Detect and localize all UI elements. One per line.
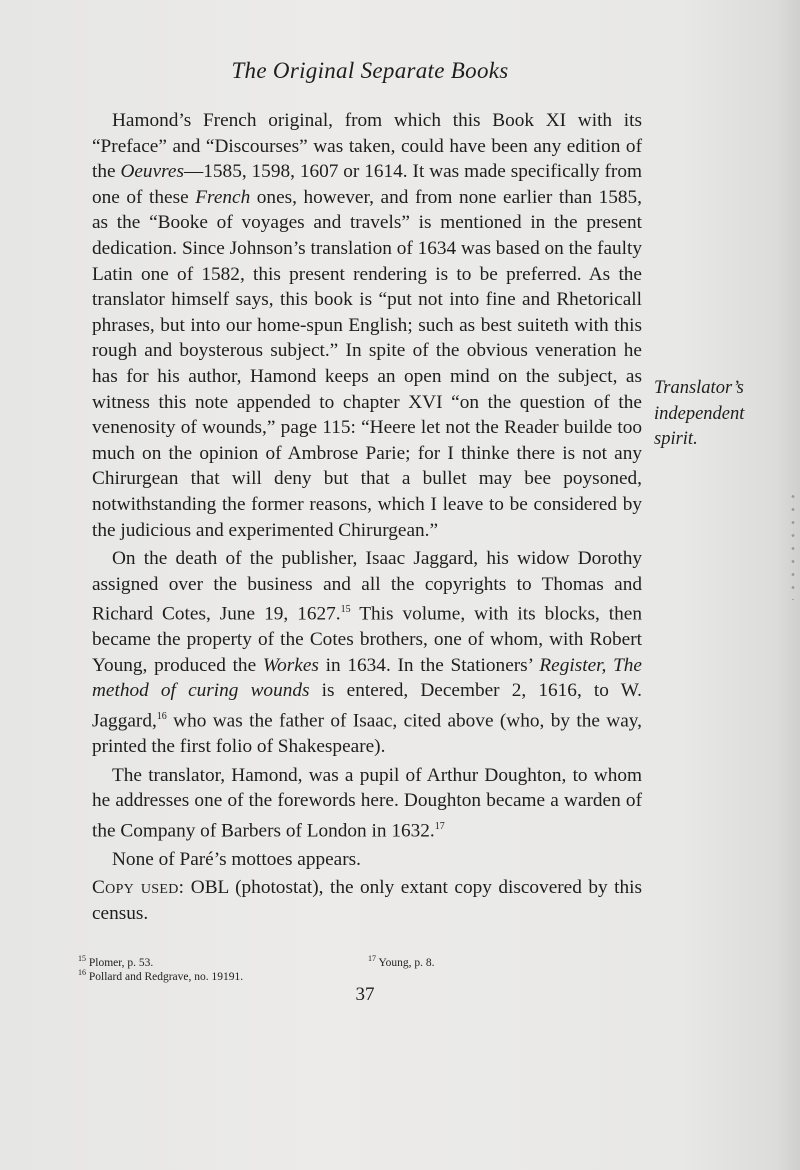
paragraph-1-text-c: ones, however, and from none earlier than 1585, as the “Booke of voyages and travels” is mentioned in the present dedication. Since Johnson’s translation of 1634 was based on the faulty Latin one of 1582, this present rendering is to be preferred. As the translator himself says, this book is “put not into fine and Rhetoricall phrases, but into our home-spun English; such as best suiteth with this rough and boysterous subject.” In spite of the obvious veneration he has for his author, Hamond keeps an open mind on the subject, as witness this note appended to chapter XVI “on the question of the venenosity of wounds,” page 115: “Heere let not the Reader builde too much on the opinion of Ambrose Parie; for I thinke there is not any Chirurgean that will deny but that a bullet may bee poysoned, notwithstanding the former reasons, which I leave to be considered by the judicious and experimented Chirurgean.” xyxy=(92,186,643,541)
margin-note xyxy=(654,376,794,453)
footnote-17-text: Young, p. 8. xyxy=(376,956,435,969)
paragraph-2-text-a: On the death of the publisher, Isaac Jaggard, his widow Dorothy assigned over the business and all the copyrights to Thomas and Richard Cotes, June 19, 1627. xyxy=(92,548,642,625)
register-title: Register, The method of curing wounds xyxy=(92,654,642,702)
copy-used-label: Copy used: xyxy=(92,877,185,899)
oeuvres-title: Oeuvres xyxy=(120,161,184,183)
paragraph-2 xyxy=(92,546,642,760)
french-emphasis: French xyxy=(195,186,251,208)
page-number: 37 xyxy=(355,984,375,1005)
footnote-row-2 xyxy=(78,966,598,983)
paragraph-1-text-b: —1585, 1598, 1607 or 1614. It was made specifically from one of these xyxy=(92,161,642,208)
paragraph-3 xyxy=(92,763,642,844)
paragraph-3-text: The translator, Hamond, was a pupil of Arthur Doughton, to whom he addresses one of the forewords here. Doughton became a warden of the Company of Barbers of London in 1632. xyxy=(92,764,642,842)
footnote-16-number: 16 xyxy=(78,968,86,977)
facing-page-edge xyxy=(790,490,796,600)
paragraph-2-text-d: is entered, December 2, 1616, to W. Jaggard, xyxy=(92,680,642,732)
paragraph-2-text-c: in 1634. In the Stationers’ xyxy=(318,654,540,676)
paragraph-2-text-b: This volume, with its blocks, then became the property of the Cotes brothers, one of whom, with Robert Young, produced the xyxy=(92,603,642,676)
footnotes xyxy=(78,952,598,983)
copy-used-text: OBL (photostat), the only extant copy discovered by this census. xyxy=(92,877,642,925)
footnote-ref-15: 15 xyxy=(340,604,351,616)
footnote-row-1 xyxy=(78,952,598,969)
running-head: The Original Separate Books xyxy=(231,58,509,83)
footnote-15-text: Plomer, p. 53. xyxy=(86,956,154,969)
footnote-15-number: 15 xyxy=(78,954,86,963)
workes-title: Workes xyxy=(262,654,319,676)
paragraph-1 xyxy=(92,108,642,543)
footnote-16-text: Pollard and Redgrave, no. 19191. xyxy=(86,970,244,983)
margin-note-line-1: Translator’s xyxy=(654,378,744,398)
paragraph-4: None of Paré’s mottoes appears. xyxy=(112,848,361,870)
margin-note-line-3: spirit. xyxy=(654,429,698,450)
paragraph-2-text-e: who was the father of Isaac, cited above (who, by the way, printed the first folio of Shakespeare). xyxy=(92,710,642,758)
footnote-17-number: 17 xyxy=(368,954,376,963)
footnote-16 xyxy=(78,968,244,983)
copy-used-note xyxy=(92,875,642,926)
paragraph-1-text-a: Hamond’s French original, from which this Book XI with its “Preface” and “Discourses” was taken, could have been any edition of the xyxy=(92,110,642,183)
margin-note-line-2: independent xyxy=(654,403,745,424)
footnote-ref-16: 16 xyxy=(156,711,167,723)
footnote-ref-17: 17 xyxy=(434,820,445,832)
body-text xyxy=(92,108,642,927)
